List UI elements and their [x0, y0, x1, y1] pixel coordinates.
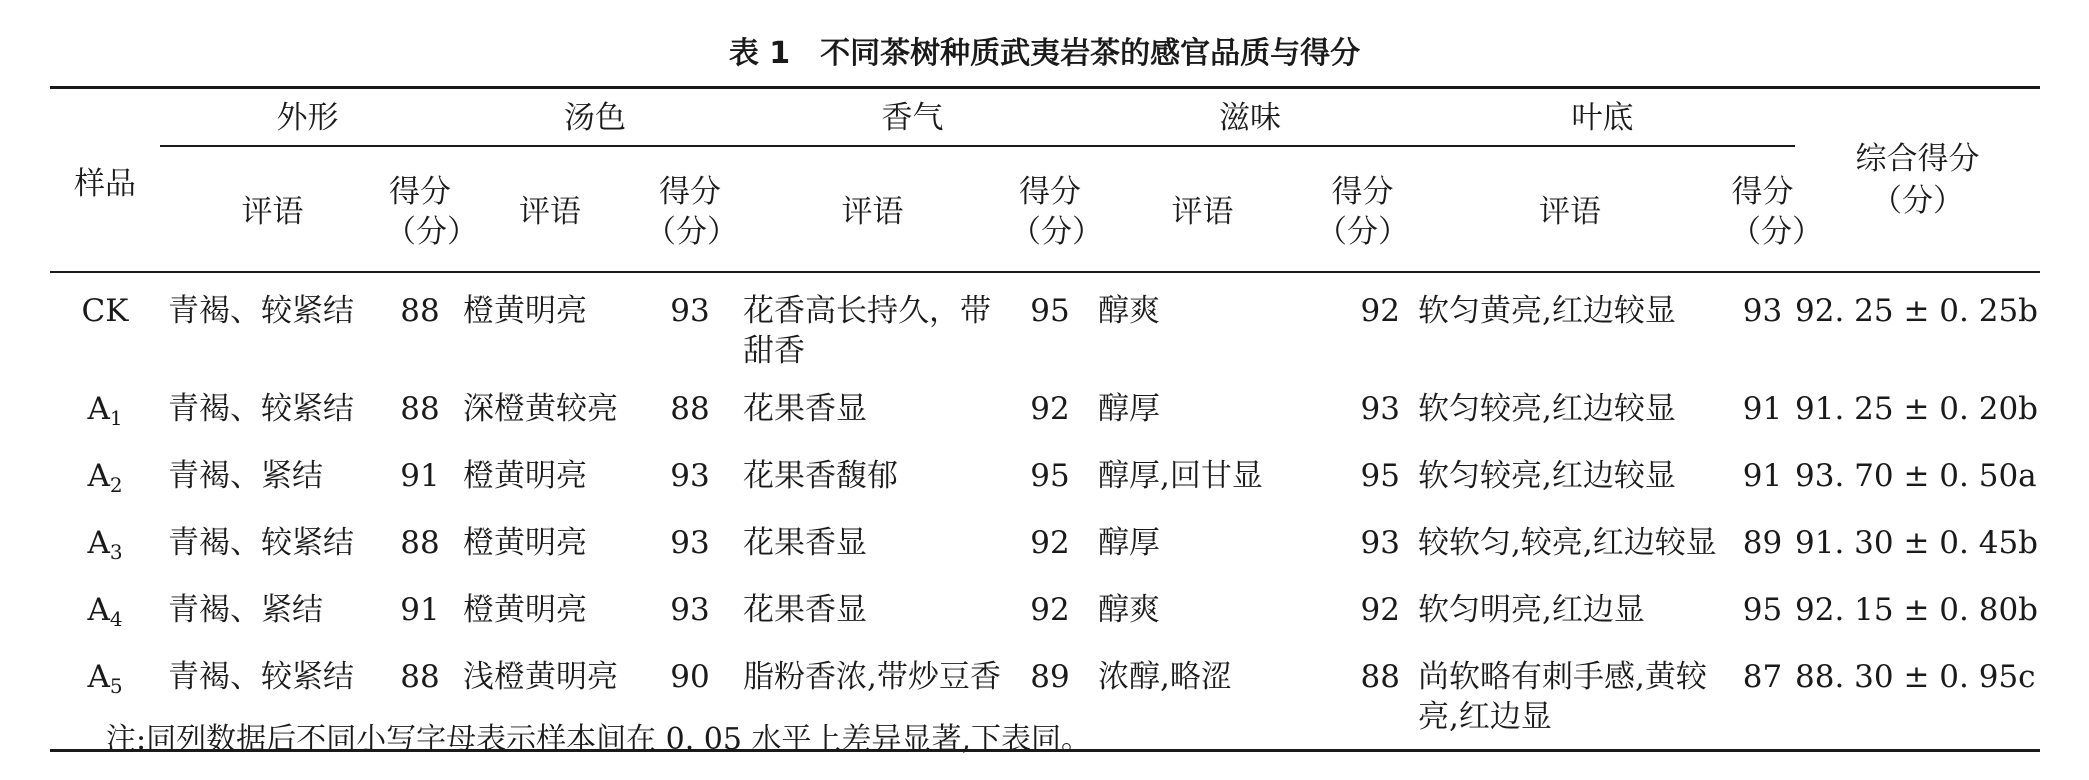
leaf-score: 93	[1742, 293, 1783, 329]
header-group-aroma: 香气	[735, 88, 1090, 154]
taste-comment: 浓醇,略涩	[1098, 659, 1232, 695]
header-group-row	[50, 88, 2040, 154]
header-comment: 评语	[1410, 153, 1730, 272]
sample-cell: $A_1$	[87, 391, 123, 430]
leaf-score: 89	[1742, 525, 1783, 561]
table-title: 不同茶树种质武夷岩茶的感官品质与得分	[820, 36, 1361, 71]
header-total: 综合得分 （分）	[1795, 88, 2040, 273]
leaf-comment: 软匀明亮,红边显	[1418, 592, 1645, 628]
header-score: 得分 （分）	[1010, 153, 1090, 272]
header-comment: 评语	[735, 153, 1010, 272]
total-score: 91. 25 ± 0. 20b	[1795, 391, 2039, 427]
header-score: 得分 （分）	[645, 153, 735, 272]
aroma-comment: 花香高长持久，带甜香	[743, 293, 991, 369]
color-score: 93	[670, 458, 710, 494]
table-row	[50, 444, 2040, 511]
leaf-comment: 较软匀,较亮,红边较显	[1418, 525, 1717, 561]
leaf-score: 87	[1742, 659, 1783, 695]
taste-comment: 醇爽	[1098, 592, 1160, 628]
aroma-score: 92	[1030, 592, 1070, 628]
taste-score: 93	[1360, 391, 1400, 427]
table-footnote: 注:同列数据后不同小写字母表示样本间在 0. 05 水平上差异显著,下表同。	[106, 722, 1092, 757]
shape-score: 88	[400, 391, 440, 427]
shape-comment: 青褐、紧结	[168, 592, 323, 628]
taste-score: 92	[1360, 293, 1400, 329]
sample-cell: CK	[81, 293, 129, 329]
total-score: 92. 25 ± 0. 25b	[1795, 293, 2039, 329]
taste-comment: 醇厚	[1098, 525, 1160, 561]
shape-score: 88	[400, 293, 440, 329]
color-score: 93	[670, 525, 710, 561]
sample-cell: $A_4$	[87, 592, 123, 631]
header-group-shape: 外形	[160, 88, 455, 154]
color-comment: 橙黄明亮	[463, 525, 587, 561]
color-score: 93	[670, 592, 710, 628]
taste-score: 95	[1360, 458, 1400, 494]
taste-score: 93	[1360, 525, 1400, 561]
shape-comment: 青褐、较紧结	[168, 293, 354, 329]
table-row	[50, 377, 2040, 444]
taste-score: 88	[1360, 659, 1400, 695]
header-score: 得分 （分）	[385, 153, 455, 272]
shape-comment: 青褐、紧结	[168, 458, 323, 494]
header-sample: 样品	[50, 88, 160, 273]
header-group-taste: 滋味	[1090, 88, 1410, 154]
color-score: 90	[670, 659, 710, 695]
sample-cell: $A_3$	[87, 525, 123, 564]
taste-comment: 醇爽	[1098, 293, 1160, 329]
color-comment: 橙黄明亮	[463, 592, 587, 628]
aroma-comment: 花果香馥郁	[743, 458, 898, 494]
color-comment: 浅橙黄明亮	[463, 659, 618, 695]
table-number: 表 1	[728, 36, 791, 71]
header-group-leaf: 叶底	[1410, 88, 1795, 154]
leaf-comment: 软匀较亮,红边较显	[1418, 458, 1676, 494]
shape-comment: 青褐、较紧结	[168, 659, 354, 695]
leaf-comment: 软匀黄亮,红边较显	[1418, 293, 1676, 329]
table-row	[50, 578, 2040, 645]
color-score: 88	[670, 391, 710, 427]
header-comment: 评语	[455, 153, 645, 272]
leaf-score: 95	[1742, 592, 1783, 628]
header-comment: 评语	[1090, 153, 1315, 272]
total-score: 88. 30 ± 0. 95c	[1795, 659, 2036, 695]
taste-comment: 醇厚	[1098, 391, 1160, 427]
shape-score: 91	[400, 458, 440, 494]
total-score: 93. 70 ± 0. 50a	[1795, 458, 2037, 494]
aroma-score: 92	[1030, 391, 1070, 427]
leaf-comment: 软匀较亮,红边较显	[1418, 391, 1676, 427]
color-score: 93	[670, 293, 710, 329]
color-comment: 橙黄明亮	[463, 293, 587, 329]
table-row	[50, 272, 2040, 377]
total-score: 91. 30 ± 0. 45b	[1795, 525, 2039, 561]
aroma-score: 95	[1030, 293, 1070, 329]
header-comment: 评语	[160, 153, 385, 272]
aroma-comment: 花果香显	[743, 525, 867, 561]
color-comment: 深橙黄较亮	[463, 391, 618, 427]
sample-cell: $A_5$	[87, 659, 123, 698]
sample-cell: $A_2$	[87, 458, 123, 497]
aroma-comment: 脂粉香浓,带炒豆香	[743, 659, 1001, 695]
shape-comment: 青褐、较紧结	[168, 525, 354, 561]
header-sub-row	[50, 153, 2040, 272]
table-row	[50, 511, 2040, 578]
header-group-color: 汤色	[455, 88, 735, 154]
aroma-comment: 花果香显	[743, 391, 867, 427]
shape-score: 91	[400, 592, 440, 628]
aroma-score: 95	[1030, 458, 1070, 494]
shape-comment: 青褐、较紧结	[168, 391, 354, 427]
aroma-comment: 花果香显	[743, 592, 867, 628]
header-score: 得分 （分）	[1730, 153, 1795, 272]
color-comment: 橙黄明亮	[463, 458, 587, 494]
leaf-comment: 尚软略有刺手感,黄较亮,红边显	[1418, 659, 1707, 735]
taste-score: 92	[1360, 592, 1400, 628]
total-score: 92. 15 ± 0. 80b	[1795, 592, 2039, 628]
leaf-score: 91	[1742, 391, 1783, 427]
taste-comment: 醇厚,回甘显	[1098, 458, 1263, 494]
sensory-quality-table	[50, 86, 2040, 752]
shape-score: 88	[400, 525, 440, 561]
aroma-score: 92	[1030, 525, 1070, 561]
aroma-score: 89	[1030, 659, 1070, 695]
table-caption	[0, 28, 2089, 72]
leaf-score: 91	[1742, 458, 1783, 494]
shape-score: 88	[400, 659, 440, 695]
header-score: 得分 （分）	[1315, 153, 1410, 272]
